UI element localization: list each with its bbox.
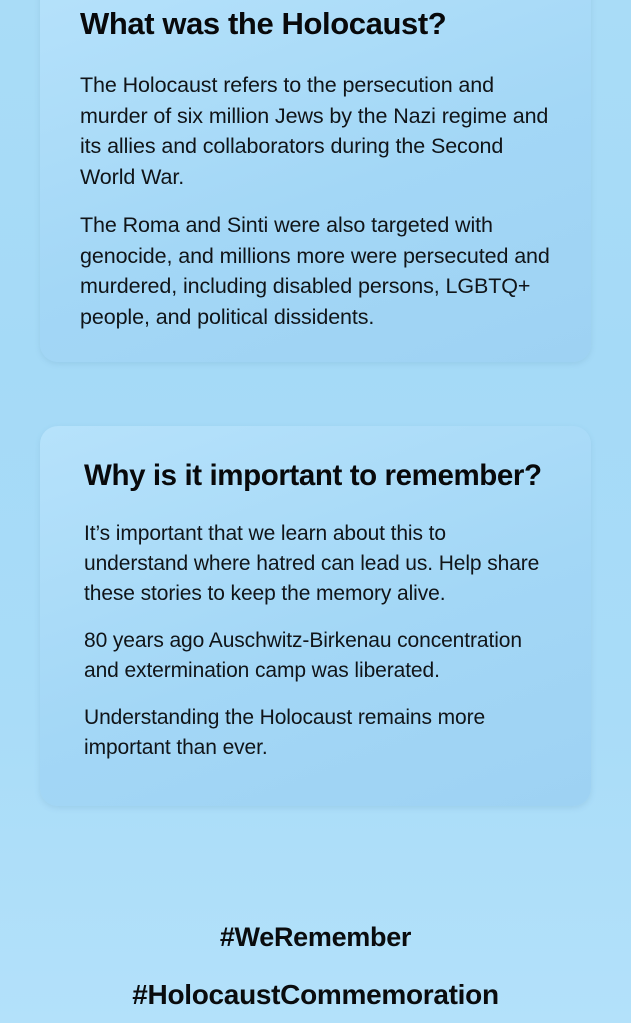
hashtag-block <box>0 923 631 1011</box>
card-paragraph: Understanding the Holocaust remains more important than ever. <box>84 705 486 759</box>
card-title: Why is it important to remember? <box>84 459 542 492</box>
hashtag-holocaust-commemoration: #HolocaustCommemoration <box>132 979 499 1011</box>
card-paragraph: 80 years ago Auschwitz-Birkenau concentration and extermination camp was liberated. <box>84 628 522 682</box>
card-title: What was the Holocaust? <box>80 6 447 41</box>
card-paragraph: It’s important that we learn about this to understand where hatred can lead us. Help share these stories to keep the memory alive. <box>84 521 540 605</box>
card-paragraph: The Holocaust refers to the persecution and murder of six million Jews by the Nazi regime and its allies and collaborators during the Second World War. <box>80 73 549 189</box>
card-paragraph: The Roma and Sinti were also targeted with genocide, and millions more were persecuted and murdered, including disabled persons, LGBTQ+ people, and political dissidents. <box>80 213 550 329</box>
card-why-is-it-important-to-remember <box>40 426 591 806</box>
card-what-was-the-holocaust <box>40 0 591 362</box>
hashtag-we-remember: #WeRemember <box>219 921 412 952</box>
